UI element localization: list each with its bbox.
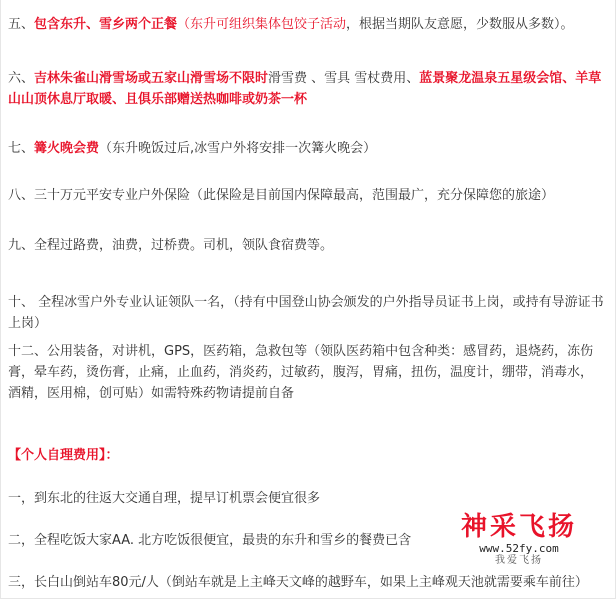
item-seven-bold: 篝火晚会费 — [34, 141, 100, 156]
item-seven — [8, 138, 604, 159]
item-five — [8, 14, 604, 35]
item-ten: 十、 全程冰雪户外专业认证领队一名，（持有中国登山协会颁发的户外指导员证书上岗，或持有导游证书上岗） — [8, 295, 604, 331]
watermark-logo: 神采飞扬 — [460, 512, 577, 542]
item-six-prefix: 六、 — [8, 71, 35, 86]
self-pay-heading: 【个人自理费用】： — [8, 448, 119, 463]
watermark-url: www.52fy.com — [479, 542, 559, 555]
self-pay-two: 二，全程吃饭大家AA. 北方吃饭很便宜，最贵的东升和雪乡的餐费已含 — [8, 533, 412, 548]
item-seven-prefix: 七、 — [8, 141, 35, 156]
item-six-mid: 滑雪费 、雪具 雪杖费用、 — [268, 71, 420, 86]
item-seven-rest: （东升晚饭过后,冰雪户外将安排一次篝火晚会） — [99, 141, 377, 156]
self-pay-one: 一，到东北的往返大交通自理，提早订机票会便宜很多 — [8, 491, 321, 506]
self-pay-three: 三，长白山倒站车80元/人（倒站车就是上主峰天文峰的越野车，如果上主峰观天池就需要乘车前往） — [8, 575, 588, 590]
item-five-prefix: 五、 — [8, 17, 35, 32]
item-twelve: 十二、公用装备，对讲机，GPS，医药箱，急救包等（领队医药箱中包含种类：感冒药，退烧药，冻伤膏，晕车药，烫伤膏，止痛，止血药，消炎药，过敏药，腹泻，胃痛，扭伤，温度计，绷带，消毒水，酒精，医用棉，创可贴）如需特殊药物请提前自备 — [8, 344, 594, 401]
item-nine: 九、全程过路费，油费，过桥费。司机，领队食宿费等。 — [8, 238, 334, 253]
item-five-bold: 包含东升、雪乡两个正餐 — [34, 17, 178, 32]
item-six — [8, 68, 604, 110]
item-eight: 八、三十万元平安专业户外保险（此保险是目前国内保障最高，范围最广，充分保障您的旅途） — [8, 188, 555, 203]
watermark-sub: 我爱飞扬 — [495, 555, 543, 566]
watermark — [444, 512, 594, 570]
item-six-bold-2: 蓝景聚龙温泉五星级会馆、羊草山山顶休息厅取暖、且俱乐部赠送热咖啡或奶茶一杯 — [8, 71, 602, 107]
item-five-rest: ，根据当期队友意愿，少数服从多数）。 — [346, 17, 574, 32]
item-six-bold-1: 吉林朱雀山滑雪场或五家山滑雪场不限时 — [34, 71, 269, 86]
item-five-note: （东升可组织集体包饺子活动 — [177, 17, 347, 32]
